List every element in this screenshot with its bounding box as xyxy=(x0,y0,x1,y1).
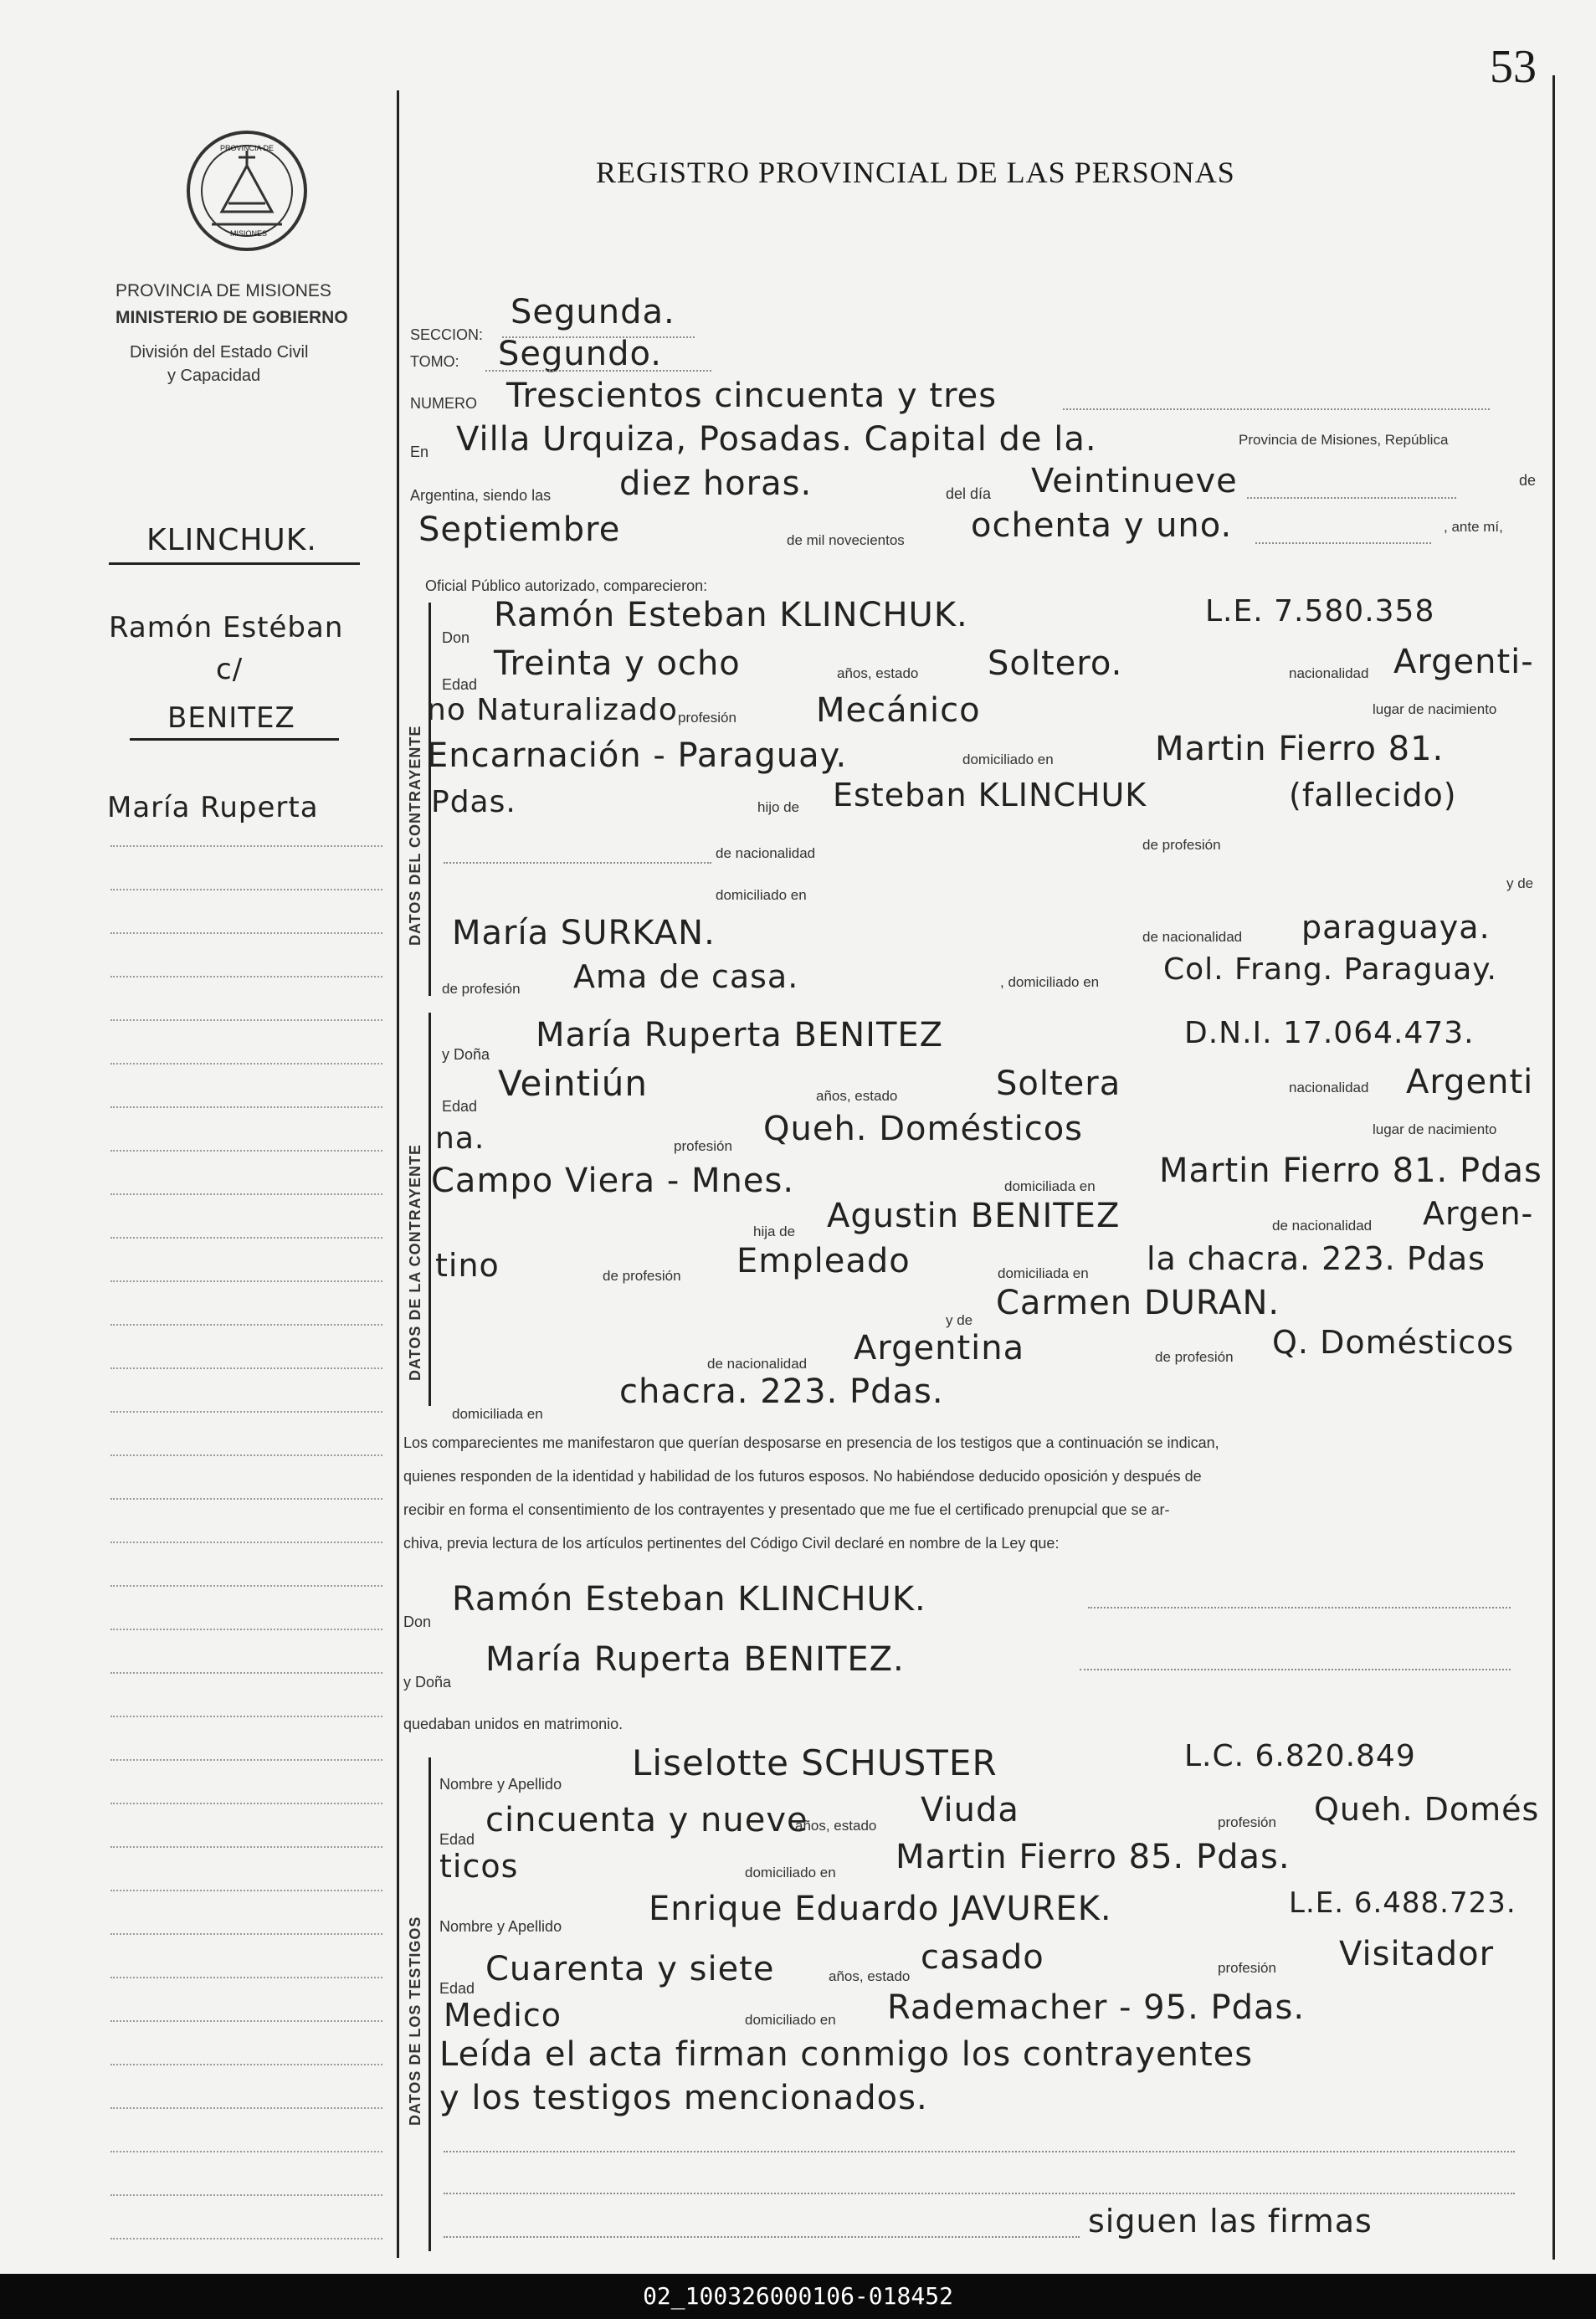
margin-rule-line xyxy=(110,1063,382,1065)
witness2-dom: Rademacher - 95. Pdas. xyxy=(887,1988,1306,2027)
groom-edad: Treinta y ocho xyxy=(494,644,741,683)
groom-nacionalidad-2: no Naturalizado xyxy=(427,693,678,727)
declaration-line-2: quienes responden de la identidad y habilidad de los futuros esposos. No habiéndose deducido oposición y después de xyxy=(403,1468,1202,1485)
seccion-label: SECCION: xyxy=(410,326,484,343)
margin-rule-line xyxy=(110,1629,382,1630)
seccion-value: Segunda. xyxy=(511,293,675,331)
closing-note-1: Leída el acta firman conmigo los contrayentes xyxy=(439,2035,1254,2074)
bride-lugar-nac: Campo Viera - Mnes. xyxy=(431,1162,795,1200)
margin-rule-line xyxy=(110,2020,382,2022)
witness2-nombre-label: Nombre y Apellido xyxy=(439,1918,562,1935)
groom-profesion-label: profesión xyxy=(678,710,736,726)
witness2-anios-label: años, estado xyxy=(829,1968,911,1984)
groom-edad-label: Edad xyxy=(442,676,478,693)
blank-line-2 xyxy=(444,2193,1515,2194)
bride-father-prof: Empleado xyxy=(736,1242,911,1280)
groom-nacionalidad-label: nacionalidad xyxy=(1289,665,1369,681)
main-vertical-rule xyxy=(397,90,399,2258)
groom-domiciliado-label: domiciliado en xyxy=(962,752,1054,767)
witness1-edad-label: Edad xyxy=(439,1831,475,1848)
bride-father-prof-label: de profesión xyxy=(603,1268,681,1284)
en-label: En xyxy=(410,444,429,460)
bride-domicilio: Martin Fierro 81. Pdas xyxy=(1159,1152,1542,1190)
margin-rule-line xyxy=(110,1455,382,1456)
dia-line xyxy=(1247,497,1456,499)
numero-label: NUMERO xyxy=(410,395,477,412)
tomo-label: TOMO: xyxy=(410,353,459,370)
margin-rule-line xyxy=(110,1933,382,1935)
groom-name: Ramón Esteban KLINCHUK. xyxy=(494,596,968,634)
province-seal xyxy=(180,124,314,262)
contrayenta-bracket xyxy=(429,1013,431,1406)
numero-line xyxy=(1063,408,1490,410)
margin-rule-line xyxy=(110,1411,382,1413)
groom-anios-label: años, estado xyxy=(837,665,919,681)
seal-top-text: PROVINCIA DE xyxy=(220,144,275,152)
witness2-prof-label: profesión xyxy=(1218,1960,1276,1976)
argentina-label: Argentina, siendo las xyxy=(410,487,552,504)
oficial-label: Oficial Público autorizado, comparecieron: xyxy=(425,577,708,594)
margin-rule-line xyxy=(110,1367,382,1369)
bride-mother-dom-label: domiciliada en xyxy=(452,1406,543,1422)
bride-profesion-label: profesión xyxy=(674,1138,732,1154)
blank-line-3 xyxy=(444,2236,1080,2238)
ministry-name: MINISTERIO DE GOBIERNO xyxy=(115,308,348,327)
testigos-bracket xyxy=(429,1757,431,2251)
margin-rule-line xyxy=(110,1237,382,1239)
groom-mother-prof: Ama de casa. xyxy=(573,958,799,995)
groom-mother: María SURKAN. xyxy=(452,914,716,952)
witness2-name: Enrique Eduardo JAVUREK. xyxy=(649,1890,1112,1928)
ante-mi-label: , ante mí, xyxy=(1444,519,1503,535)
margin-rule-line xyxy=(110,1716,382,1717)
groom-lugar-nac: Encarnación - Paraguay. xyxy=(427,736,848,775)
bride-profesion: Queh. Domésticos xyxy=(763,1110,1084,1148)
bride-father: Agustin BENITEZ xyxy=(827,1197,1121,1235)
bride-name: María Ruperta BENITEZ xyxy=(536,1016,944,1054)
declaration-line-1: Los comparecientes me manifestaron que querían desposarse en presencia de los testigos que a continuación se indican, xyxy=(403,1434,1219,1451)
groom-estado: Soltero. xyxy=(988,644,1123,683)
bride-document: D.N.I. 17.064.473. xyxy=(1184,1016,1475,1050)
margin-bride-surname: BENITEZ xyxy=(167,701,295,735)
margin-rule-line xyxy=(110,889,382,890)
bride-father-dom-label: domiciliada en xyxy=(998,1265,1089,1281)
de-mil-label: de mil novecientos xyxy=(787,532,905,548)
union-bride: María Ruperta BENITEZ. xyxy=(485,1640,905,1679)
witness1-dom-label: domiciliado en xyxy=(745,1865,836,1880)
right-margin-rule xyxy=(1552,75,1555,2260)
witness1-edad: cincuenta y nueve xyxy=(485,1801,808,1839)
margin-rule-line xyxy=(110,932,382,934)
union-dona-label: y Doña xyxy=(403,1674,452,1691)
signatures-follow-note: siguen las firmas xyxy=(1088,2203,1373,2239)
witness1-nombre-label: Nombre y Apellido xyxy=(439,1776,562,1793)
division-name-2: y Capacidad xyxy=(167,367,261,385)
margin-rule-line xyxy=(110,1193,382,1195)
groom-don-label: Don xyxy=(442,629,470,646)
father-profession-label: de profesión xyxy=(1142,837,1221,853)
bride-nacionalidad-label: nacionalidad xyxy=(1289,1080,1369,1095)
groom-domicilio-2: Pdas. xyxy=(431,785,516,819)
quedaban-label: quedaban unidos en matrimonio. xyxy=(403,1716,624,1732)
father-nationality-label: de nacionalidad xyxy=(716,845,816,861)
margin-rule-line xyxy=(110,845,382,847)
witness2-edad: Cuarenta y siete xyxy=(485,1950,775,1988)
groom-mother-nac: paraguaya. xyxy=(1301,909,1491,946)
margin-rule-line xyxy=(110,1150,382,1152)
groom-father-note: (fallecido) xyxy=(1289,777,1457,813)
margin-rule-line xyxy=(110,2194,382,2196)
closing-note-2: y los testigos mencionados. xyxy=(439,2079,928,2117)
witness2-dom-label: domiciliado en xyxy=(745,2012,836,2028)
bride-father-nac-2: tino xyxy=(435,1247,500,1284)
union-groom-line xyxy=(1088,1607,1511,1608)
bride-nacionalidad: Argenti xyxy=(1406,1063,1534,1101)
bride-mother-nac-label: de nacionalidad xyxy=(707,1356,808,1372)
margin-underline-1 xyxy=(109,562,360,565)
bride-mother-prof-label: de profesión xyxy=(1155,1349,1234,1365)
witness1-prof-label: profesión xyxy=(1218,1814,1276,1830)
father-domicile-label: domiciliado en xyxy=(716,887,807,903)
lugar-value: Villa Urquiza, Posadas. Capital de la. xyxy=(456,420,1097,459)
bride-dona-label: y Doña xyxy=(442,1046,490,1063)
union-don-label: Don xyxy=(403,1614,432,1630)
groom-lugar-nac-label: lugar de nacimiento xyxy=(1373,701,1497,717)
image-id-footer: 02_100326000106-018452 xyxy=(0,2274,1596,2319)
bride-edad: Veintiún xyxy=(498,1063,648,1104)
margin-rule-line xyxy=(110,2107,382,2109)
margin-rule-line xyxy=(110,2064,382,2065)
page-number: 53 xyxy=(1490,41,1537,93)
de-label: de xyxy=(1519,472,1537,489)
groom-nacionalidad: Argenti- xyxy=(1393,643,1534,681)
dia-value: Veintinueve xyxy=(1031,462,1238,500)
bride-mother-nac: Argentina xyxy=(854,1329,1025,1367)
witness1-prof-2: ticos xyxy=(439,1848,519,1885)
bride-father-dom: la chacra. 223. Pdas xyxy=(1147,1240,1486,1277)
margin-bride-names: María Ruperta xyxy=(107,791,319,824)
witness1-document: L.C. 6.820.849 xyxy=(1184,1739,1416,1773)
groom-profesion: Mecánico xyxy=(816,691,981,730)
margin-conjunction: c/ xyxy=(216,653,244,686)
declaration-line-4: chiva, previa lectura de los artículos pertinentes del Código Civil declaré en nombre de la Ley que: xyxy=(403,1535,1060,1552)
witness1-anios-label: años, estado xyxy=(795,1818,877,1834)
groom-mother-dom-label: , domiciliado en xyxy=(1000,974,1100,990)
margin-rule-line xyxy=(110,1977,382,1978)
margin-rule-line xyxy=(110,2238,382,2239)
witness1-name: Liselotte SCHUSTER xyxy=(632,1742,998,1783)
witness2-prof: Visitador xyxy=(1339,1935,1495,1973)
declaration-line-3: recibir en forma el consentimiento de los contrayentes y presentado que me fue el certificado prenupcial que se ar- xyxy=(403,1501,1170,1518)
margin-rule-line xyxy=(110,2151,382,2152)
del-dia-label: del día xyxy=(946,485,992,502)
witness2-edad-label: Edad xyxy=(439,1980,475,1997)
witness1-prof: Queh. Domés xyxy=(1314,1791,1540,1828)
seal-bottom-text: MISIONES xyxy=(230,229,268,238)
witness2-document: L.E. 6.488.723. xyxy=(1289,1886,1516,1920)
bride-mother: Carmen DURAN. xyxy=(996,1284,1280,1322)
contrayenta-side-label: DATOS DE LA CONTRAYENTE xyxy=(407,1143,423,1381)
union-groom: Ramón Esteban KLINCHUK. xyxy=(452,1580,926,1619)
witness1-estado: Viuda xyxy=(921,1791,1019,1829)
contrayente-side-label: DATOS DEL CONTRAYENTE xyxy=(407,725,423,946)
groom-mother-nac-label: de nacionalidad xyxy=(1142,929,1243,945)
margin-rule-line xyxy=(110,1585,382,1587)
bride-anios-label: años, estado xyxy=(816,1088,898,1104)
witness2-prof-2: Medico xyxy=(444,1997,562,2034)
groom-document: L.E. 7.580.358 xyxy=(1205,594,1435,628)
margin-rule-line xyxy=(110,1324,382,1326)
margin-rule-line xyxy=(110,976,382,977)
anio-value: ochenta y uno. xyxy=(971,506,1233,545)
bride-mother-y-de-label: y de xyxy=(946,1312,973,1328)
margin-surname: KLINCHUK. xyxy=(146,523,317,557)
margin-rule-line xyxy=(110,1846,382,1848)
groom-mother-prof-label: de profesión xyxy=(442,981,521,997)
document-title: REGISTRO PROVINCIAL DE LAS PERSONAS xyxy=(596,156,1235,189)
bride-estado: Soltera xyxy=(996,1065,1121,1103)
tomo-value: Segundo. xyxy=(498,335,662,373)
provincia-label: Provincia de Misiones, República xyxy=(1239,432,1449,448)
bride-mother-prof: Q. Domésticos xyxy=(1272,1324,1515,1361)
testigos-side-label: DATOS DE LOS TESTIGOS xyxy=(407,1916,423,2126)
groom-hijo-label: hijo de xyxy=(757,799,800,815)
father-nationality-line xyxy=(444,862,711,864)
groom-domicilio: Martin Fierro 81. xyxy=(1155,730,1445,768)
margin-rule-line xyxy=(110,1019,382,1021)
margin-rule-line xyxy=(110,1759,382,1761)
margin-underline-2 xyxy=(130,738,339,741)
bride-father-nac: Argen- xyxy=(1423,1195,1534,1232)
union-bride-line xyxy=(1080,1669,1511,1670)
blank-line-1 xyxy=(444,2151,1515,2152)
margin-rule-line xyxy=(110,1280,382,1282)
bride-mother-dom: chacra. 223. Pdas. xyxy=(619,1372,944,1411)
margin-rule-line xyxy=(110,1803,382,1804)
margin-rule-line xyxy=(110,1498,382,1500)
hora-value: diez horas. xyxy=(619,464,813,503)
groom-father: Esteban KLINCHUK xyxy=(833,777,1147,813)
division-name: División del Estado Civil xyxy=(130,343,309,362)
numero-value: Trescientos cincuenta y tres xyxy=(506,377,998,415)
province-name: PROVINCIA DE MISIONES xyxy=(115,281,331,300)
bride-father-nac-label: de nacionalidad xyxy=(1272,1218,1373,1234)
witness2-estado: casado xyxy=(921,1938,1044,1977)
margin-rule-line xyxy=(110,1672,382,1674)
bride-edad-label: Edad xyxy=(442,1098,478,1115)
bride-domiciliada-label: domiciliada en xyxy=(1004,1178,1096,1194)
margin-rule-line xyxy=(110,1106,382,1108)
bride-lugar-nac-label: lugar de nacimiento xyxy=(1373,1121,1497,1137)
mother-y-de-label: y de xyxy=(1506,875,1534,891)
mes-value: Septiembre xyxy=(418,510,621,549)
margin-groom-names: Ramón Estéban xyxy=(109,611,344,644)
bride-nacionalidad-2: na. xyxy=(435,1121,485,1156)
groom-mother-dom: Col. Frang. Paraguay. xyxy=(1163,952,1497,987)
anio-line xyxy=(1255,542,1431,544)
margin-rule-line xyxy=(110,1890,382,1891)
tomo-line xyxy=(485,370,711,372)
bride-hija-label: hija de xyxy=(753,1224,796,1239)
margin-rule-line xyxy=(110,1542,382,1543)
witness1-dom: Martin Fierro 85. Pdas. xyxy=(896,1838,1291,1876)
